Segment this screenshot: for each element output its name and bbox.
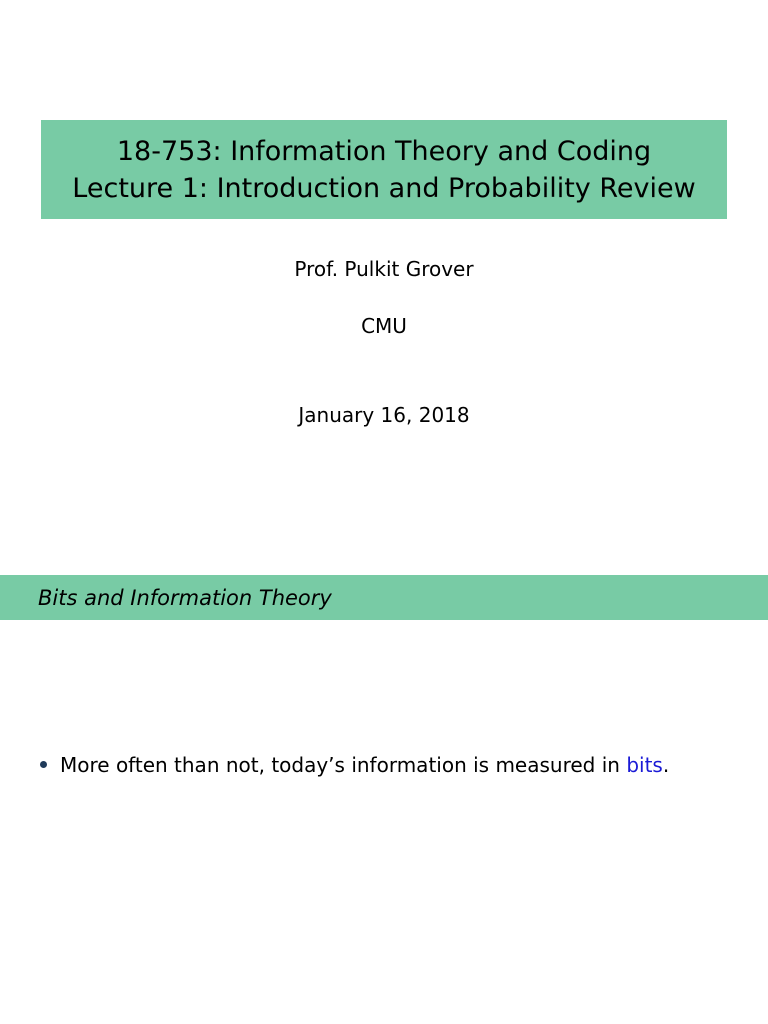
title-box bbox=[41, 120, 727, 219]
date: January 16, 2018 bbox=[298, 403, 470, 427]
bullet-text: More often than not, today’s information is measured in bbox=[60, 753, 627, 777]
bullet-item bbox=[40, 751, 669, 779]
bullet-icon bbox=[40, 761, 47, 768]
author: Prof. Pulkit Grover bbox=[294, 257, 474, 281]
bullet-text-end: . bbox=[662, 753, 670, 777]
title-line-1: 18-753: Information Theory and Coding bbox=[116, 135, 652, 167]
title-line-2: Lecture 1: Introduction and Probability Review bbox=[72, 172, 696, 204]
frame-header bbox=[0, 575, 768, 620]
frame-title: Bits and Information Theory bbox=[38, 586, 332, 610]
institute: CMU bbox=[361, 314, 407, 338]
content-slide bbox=[0, 512, 768, 1024]
bullet-highlight: bits bbox=[626, 753, 663, 777]
